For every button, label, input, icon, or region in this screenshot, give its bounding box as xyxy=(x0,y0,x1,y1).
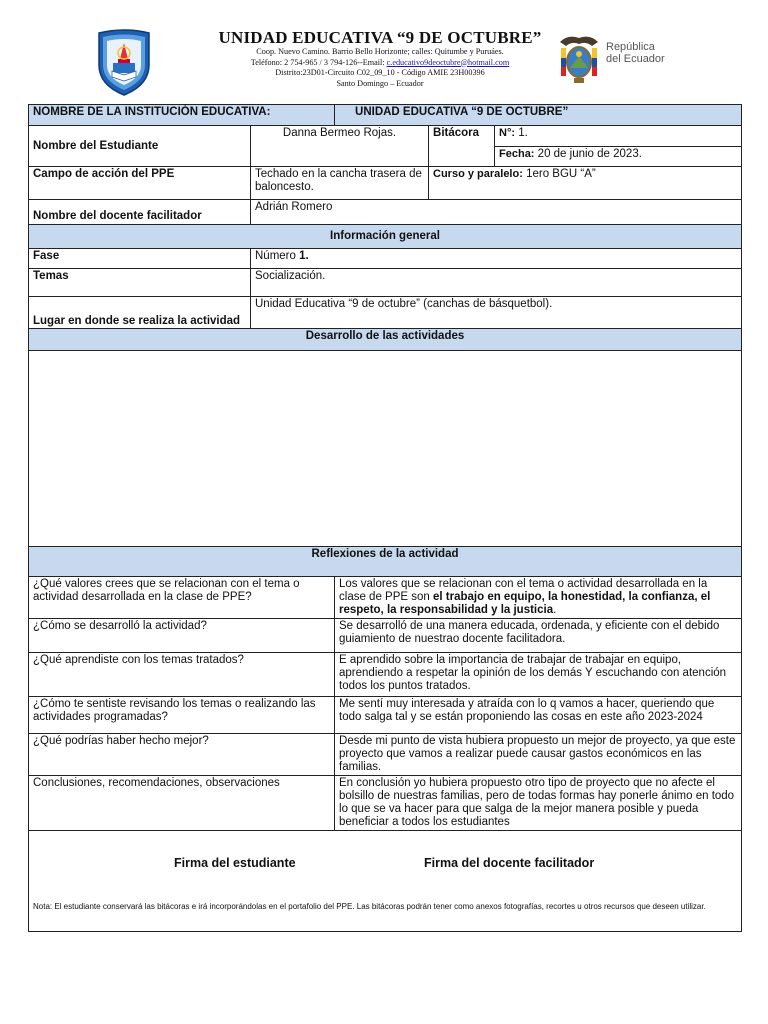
development-area[interactable] xyxy=(29,351,742,547)
phone-text: Teléfono: 2 754-965 / 3 794-126--Email: xyxy=(250,57,387,67)
number-value: 1. xyxy=(515,127,528,139)
institution-value: UNIDAD EDUCATIVA “9 DE OCTUBRE” xyxy=(335,105,742,126)
course-cell[interactable] xyxy=(429,167,742,200)
phase-value[interactable] xyxy=(251,249,742,269)
reflection-question: ¿Cómo se desarrolló la actividad? xyxy=(29,619,335,653)
answer-text: Los valores que se relacionan con el tema o actividad desarrollada en la clase de PPE son xyxy=(339,578,708,603)
bitacora-form xyxy=(28,104,742,932)
republic-label xyxy=(606,41,665,65)
number-label: N°: xyxy=(499,127,516,139)
development-header: Desarrollo de las actividades xyxy=(29,329,742,351)
phase-label: Fase xyxy=(29,249,251,269)
course-value: 1ero BGU “A” xyxy=(522,168,596,180)
bitacora-date[interactable] xyxy=(495,147,742,167)
bitacora-number[interactable] xyxy=(495,126,742,147)
reflection-answer[interactable]: E aprendido sobre la importancia de trabajar de trabajar en equipo, aprendiendo a respetar la opinión de los demás Y escuchando con atención todos los puntos tratados. xyxy=(335,653,742,697)
answer-end: . xyxy=(553,604,557,616)
reflection-answer[interactable]: Se desarrolló de una manera educada, ordenada, y eficiente con el debido guiamiento de nuestrao docente facilitadora. xyxy=(335,619,742,653)
general-info-header: Información general xyxy=(29,225,742,249)
reflection-question: ¿Qué podrías haber hecho mejor? xyxy=(29,734,335,776)
institution-heading xyxy=(190,28,570,89)
student-value[interactable]: Danna Bermeo Rojas. xyxy=(251,126,429,167)
student-label: Nombre del Estudiante xyxy=(29,126,251,167)
reflection-question: ¿Qué valores crees que se relacionan con el tema o actividad desarrollada en la clase de PPE? xyxy=(29,577,335,619)
topics-value[interactable]: Socialización. xyxy=(251,269,742,297)
phase-prefix: Número xyxy=(255,250,300,262)
institution-label: NOMBRE DE LA INSTITUCIÓN EDUCATIVA: xyxy=(29,105,335,126)
signature-section xyxy=(29,831,742,932)
republic-line-1: República xyxy=(606,41,655,53)
reflection-answer[interactable]: Me sentí muy interesada y atraída con lo q vamos a hacer, queriendo que todo salga tal y se están proponiendo las cosas en este año 2023-2024 xyxy=(335,697,742,734)
republic-line-2: del Ecuador xyxy=(606,53,665,65)
school-shield-icon xyxy=(93,27,155,97)
institution-title: UNIDAD EDUCATIVA “9 DE OCTUBRE” xyxy=(218,28,542,47)
reflection-answer[interactable]: Desde mi punto de vista hubiera propuesto un mejor de proyecto, ya que este proyecto que vamos a realizar puede causar gastos económicos en las familias. xyxy=(335,734,742,776)
date-value: 20 de junio de 2023. xyxy=(534,148,642,160)
reflection-answer[interactable]: En conclusión yo hubiera propuesto otro tipo de proyecto que no afecte el bolsillo de nuestras familias, pero de todas formas hay ponerle ánimo en todo lo que se va hacer para que salga de la mejor manera posible y pueda beneficiar a todos los estudiantes xyxy=(335,776,742,831)
reflection-question: ¿Qué aprendiste con los temas tratados? xyxy=(29,653,335,697)
teacher-value[interactable]: Adrián Romero xyxy=(251,200,742,225)
reflection-answer[interactable] xyxy=(335,577,742,619)
place-value[interactable]: Unidad Educativa “9 de octubre” (canchas de básquetbol). xyxy=(251,297,742,329)
institution-contact xyxy=(190,58,570,69)
answer-bold-text: el trabajo en equipo, la honestidad, la confianza, el respeto, la responsabilidad y la justicia xyxy=(339,591,711,616)
course-label: Curso y paralelo: xyxy=(433,168,523,180)
document-header xyxy=(0,0,768,100)
topics-label: Temas xyxy=(29,269,251,297)
footnote: Nota: El estudiante conservará las bitácoras e irá incorporándolas en el portafolio del PPE. Las bitácoras podrán tener como anexos fotografías, recortes u otros recursos que deseen utilizar. xyxy=(33,902,706,911)
place-label: Lugar en donde se realiza la actividad xyxy=(29,297,251,329)
institution-address: Coop. Nuevo Camino. Barrio Bello Horizonte; calles: Quitumbe y Puruáes. xyxy=(256,47,504,56)
teacher-signature-label: Firma del docente facilitador xyxy=(424,856,595,870)
student-signature-label: Firma del estudiante xyxy=(174,856,296,870)
ecuador-coat-of-arms-icon xyxy=(556,32,602,86)
reflection-question: Conclusiones, recomendaciones, observaciones xyxy=(29,776,335,831)
field-value[interactable]: Techado en la cancha trasera de baloncesto. xyxy=(251,167,429,200)
institution-district: Distrito:23D01-Circuito C02_09_10 - Código AMIE 23H00396 xyxy=(275,68,485,77)
teacher-label: Nombre del docente facilitador xyxy=(29,200,251,225)
institution-city: Santo Domingo – Ecuador xyxy=(336,78,424,88)
reflections-header: Reflexiones de la actividad xyxy=(29,547,742,577)
field-label: Campo de acción del PPE xyxy=(29,167,251,200)
bitacora-label: Bitácora xyxy=(429,126,495,167)
phase-number: 1. xyxy=(299,250,309,262)
ecuador-government-logo xyxy=(556,32,680,86)
email-link[interactable]: c.educativo9deoctubre@hotmail.com xyxy=(386,57,510,67)
date-label: Fecha: xyxy=(499,148,535,160)
reflection-question: ¿Cómo te sentiste revisando los temas o realizando las actividades programadas? xyxy=(29,697,335,734)
